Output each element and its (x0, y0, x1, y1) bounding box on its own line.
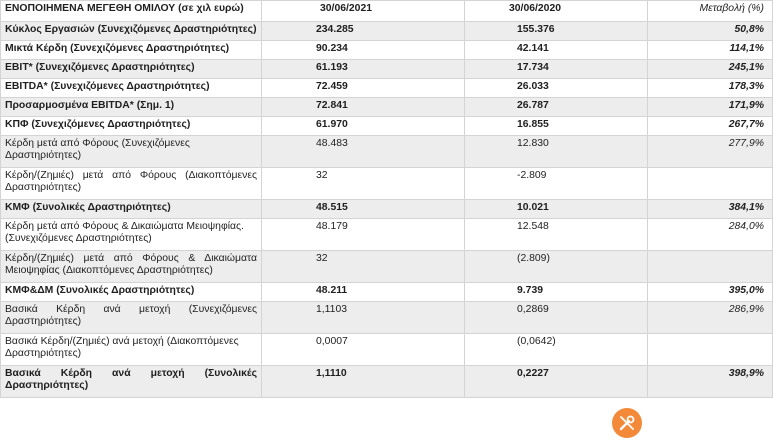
row-label: Βασικά Κέρδη ανά μετοχή (Συνολικές Δραστηριότητες) (1, 366, 262, 398)
row-value-2021: 61.193 (262, 60, 465, 79)
row-value-2021: 72.459 (262, 79, 465, 98)
table-row (1, 117, 773, 136)
table-row (1, 60, 773, 79)
row-value-2020: 12.830 (465, 136, 648, 168)
tools-icon (618, 414, 636, 432)
row-change: 395,0% (648, 283, 773, 302)
row-label: Κέρδη μετά από Φόρους & Δικαιώματα Μειοψηφίας. (Συνεχιζόμενες Δραστηριότητες) (1, 219, 262, 251)
row-label: Προσαρμοσμένα EBITDA* (Σημ. 1) (1, 98, 262, 117)
row-value-2021: 48.515 (262, 200, 465, 219)
table-row (1, 200, 773, 219)
row-change: 171,9% (648, 98, 773, 117)
row-value-2020: (2.809) (465, 251, 648, 283)
row-change: 50,8% (648, 22, 773, 41)
row-change: 114,1% (648, 41, 773, 60)
header-col-2021: 30/06/2021 (262, 1, 465, 22)
table-row (1, 283, 773, 302)
row-change: 277,9% (648, 136, 773, 168)
table-row (1, 302, 773, 334)
row-label: ΚΜΦ&ΔΜ (Συνολικές Δραστηριότητες) (1, 283, 262, 302)
row-value-2020: -2.809 (465, 168, 648, 200)
table-header-row (1, 1, 773, 22)
row-value-2021: 72.841 (262, 98, 465, 117)
row-change: 245,1% (648, 60, 773, 79)
row-label: Βασικά Κέρδη/(Ζημιές) ανά μετοχή (Διακοπτόμενες Δραστηριότητες) (1, 334, 262, 366)
table-row (1, 168, 773, 200)
header-title: ΕΝΟΠΟΙΗΜΕΝΑ ΜΕΓΕΘΗ ΟΜΙΛΟΥ (σε χιλ ευρώ) (1, 1, 262, 22)
row-value-2021: 32 (262, 168, 465, 200)
row-change (648, 168, 773, 200)
row-value-2020: 26.033 (465, 79, 648, 98)
row-value-2020: 155.376 (465, 22, 648, 41)
row-value-2020: 12.548 (465, 219, 648, 251)
table-row (1, 22, 773, 41)
row-value-2020: 26.787 (465, 98, 648, 117)
row-value-2021: 1,1103 (262, 302, 465, 334)
row-label: Κέρδη μετά από Φόρους (Συνεχιζόμενες Δραστηριότητες) (1, 136, 262, 168)
row-value-2020: 0,2227 (465, 366, 648, 398)
table-row (1, 219, 773, 251)
row-value-2020: 10.021 (465, 200, 648, 219)
row-label: EBITDA* (Συνεχιζόμενες Δραστηριότητες) (1, 79, 262, 98)
row-value-2021: 48.211 (262, 283, 465, 302)
table-row (1, 98, 773, 117)
row-value-2021: 32 (262, 251, 465, 283)
row-value-2021: 61.970 (262, 117, 465, 136)
row-label: Κέρδη/(Ζημιές) μετά από Φόρους (Διακοπτόμενες Δραστηριότητες) (1, 168, 262, 200)
row-value-2021: 90.234 (262, 41, 465, 60)
row-value-2020: 0,2869 (465, 302, 648, 334)
table-row (1, 136, 773, 168)
row-value-2021: 48.483 (262, 136, 465, 168)
row-change: 284,0% (648, 219, 773, 251)
row-label: Κέρδη/(Ζημιές) μετά από Φόρους & Δικαιώματα Μειοψηφίας (Διακοπτόμενες Δραστηριότητες) (1, 251, 262, 283)
row-value-2021: 234.285 (262, 22, 465, 41)
row-change: 398,9% (648, 366, 773, 398)
header-col-2020: 30/06/2020 (465, 1, 648, 22)
row-value-2021: 0,0007 (262, 334, 465, 366)
row-label: ΚΜΦ (Συνολικές Δραστηριότητες) (1, 200, 262, 219)
table-row (1, 251, 773, 283)
header-col-change: Μεταβολή (%) (648, 1, 773, 22)
row-label: Κύκλος Εργασιών (Συνεχιζόμενες Δραστηριότητες) (1, 22, 262, 41)
row-label: ΚΠΦ (Συνεχιζόμενες Δραστηριότητες) (1, 117, 262, 136)
row-change: 178,3% (648, 79, 773, 98)
row-label: Μικτά Κέρδη (Συνεχιζόμενες Δραστηριότητες) (1, 41, 262, 60)
row-change (648, 251, 773, 283)
row-label: Βασικά Κέρδη ανά μετοχή (Συνεχιζόμενες Δραστηριότητες) (1, 302, 262, 334)
row-value-2020: (0,0642) (465, 334, 648, 366)
row-value-2020: 17.734 (465, 60, 648, 79)
row-change (648, 334, 773, 366)
table-row (1, 41, 773, 60)
row-value-2020: 42.141 (465, 41, 648, 60)
table-row (1, 366, 773, 398)
row-value-2021: 48.179 (262, 219, 465, 251)
row-value-2020: 9.739 (465, 283, 648, 302)
row-value-2021: 1,1110 (262, 366, 465, 398)
row-change: 384,1% (648, 200, 773, 219)
row-change: 286,9% (648, 302, 773, 334)
table-row (1, 334, 773, 366)
row-change: 267,7% (648, 117, 773, 136)
row-label: EBIT* (Συνεχιζόμενες Δραστηριότητες) (1, 60, 262, 79)
table-row (1, 79, 773, 98)
row-value-2020: 16.855 (465, 117, 648, 136)
tools-watermark[interactable] (612, 408, 642, 438)
